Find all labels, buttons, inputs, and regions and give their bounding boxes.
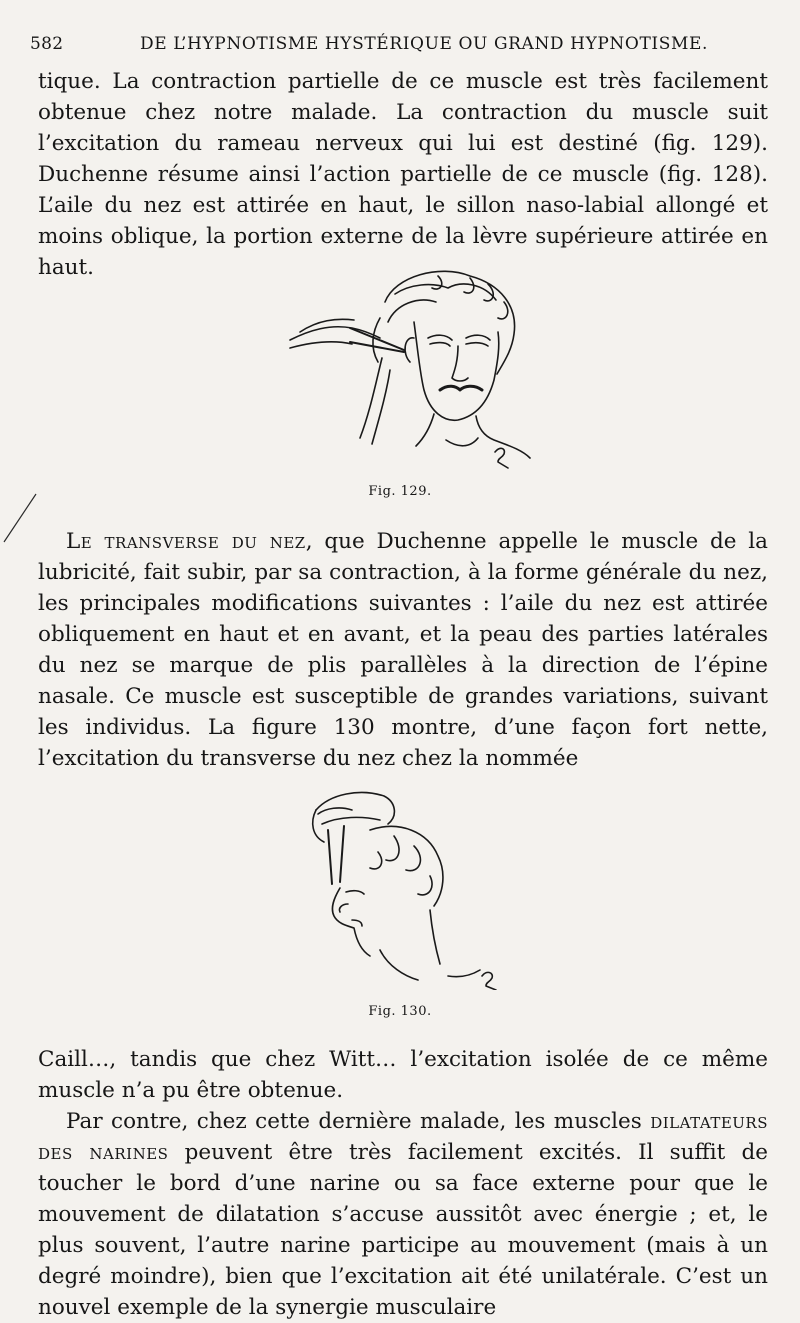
figure-129-illustration — [0, 262, 800, 487]
section-lead: dilatateurs des narines — [38, 1109, 768, 1165]
paragraph-transverse — [38, 526, 768, 774]
figure-129 — [0, 262, 800, 487]
section-lead: Le transverse du nez — [66, 529, 306, 554]
margin-mark — [0, 490, 40, 550]
running-title: DE L’HYPNOTISME HYSTÉRIQUE OU GRAND HYPNOTISME. — [140, 34, 708, 54]
page-header — [30, 30, 770, 60]
figure-130-caption: Fig. 130. — [368, 1004, 432, 1019]
paragraph-text: Par contre, chez cette dernière malade, les muscles — [66, 1109, 651, 1134]
page-number: 582 — [30, 34, 64, 54]
paragraph-dilatateurs — [38, 1106, 768, 1323]
paragraph-text: peuvent être très facilement excités. Il suffit de toucher le bord d’une narine ou sa face externe pour que le mouvement de dilatation s’accuse aussitôt avec énergie ; et, le plus souvent, l’autre narine participe au mouvement (mais à un degré moindre), bien que l’excitation ait été unilatérale. C’est un nouvel exemple de la synergie musculaire — [38, 1140, 768, 1320]
figure-130 — [0, 780, 800, 990]
paragraph-text: Caill…, tandis que chez Witt… l’excitation isolée de ce même muscle n’a pu être obtenue. — [38, 1047, 768, 1103]
figure-130-illustration — [0, 780, 800, 990]
paragraph-text: tique. La contraction partielle de ce muscle est très facilement obtenue chez notre malade. La contraction du muscle suit l’excitation du rameau nerveux qui lui est destiné (fig. 129). Duchenne résume ainsi l’action partielle de ce muscle (fig. 128). L’aile du nez est attirée en haut, le sillon naso-labial allongé et moins oblique, la portion externe de la lèvre supérieure attirée en haut. — [38, 69, 768, 280]
paragraph-caill — [38, 1044, 768, 1106]
paragraph-zygomatic — [38, 66, 768, 283]
figure-129-caption: Fig. 129. — [368, 484, 432, 499]
paragraph-text: , que Duchenne appelle le muscle de la lubricité, fait subir, par sa contraction, à la forme générale du nez, les principales modifications suivantes : l’aile du nez est attirée obliquement en haut et en avant, et la peau des parties latérales du nez se marque de plis parallèles à la direction de l’épine nasale. Ce muscle est susceptible de grandes variations, suivant les individus. La figure 130 montre, d’une façon fort nette, l’excitation du transverse du nez chez la nommée — [38, 529, 768, 771]
